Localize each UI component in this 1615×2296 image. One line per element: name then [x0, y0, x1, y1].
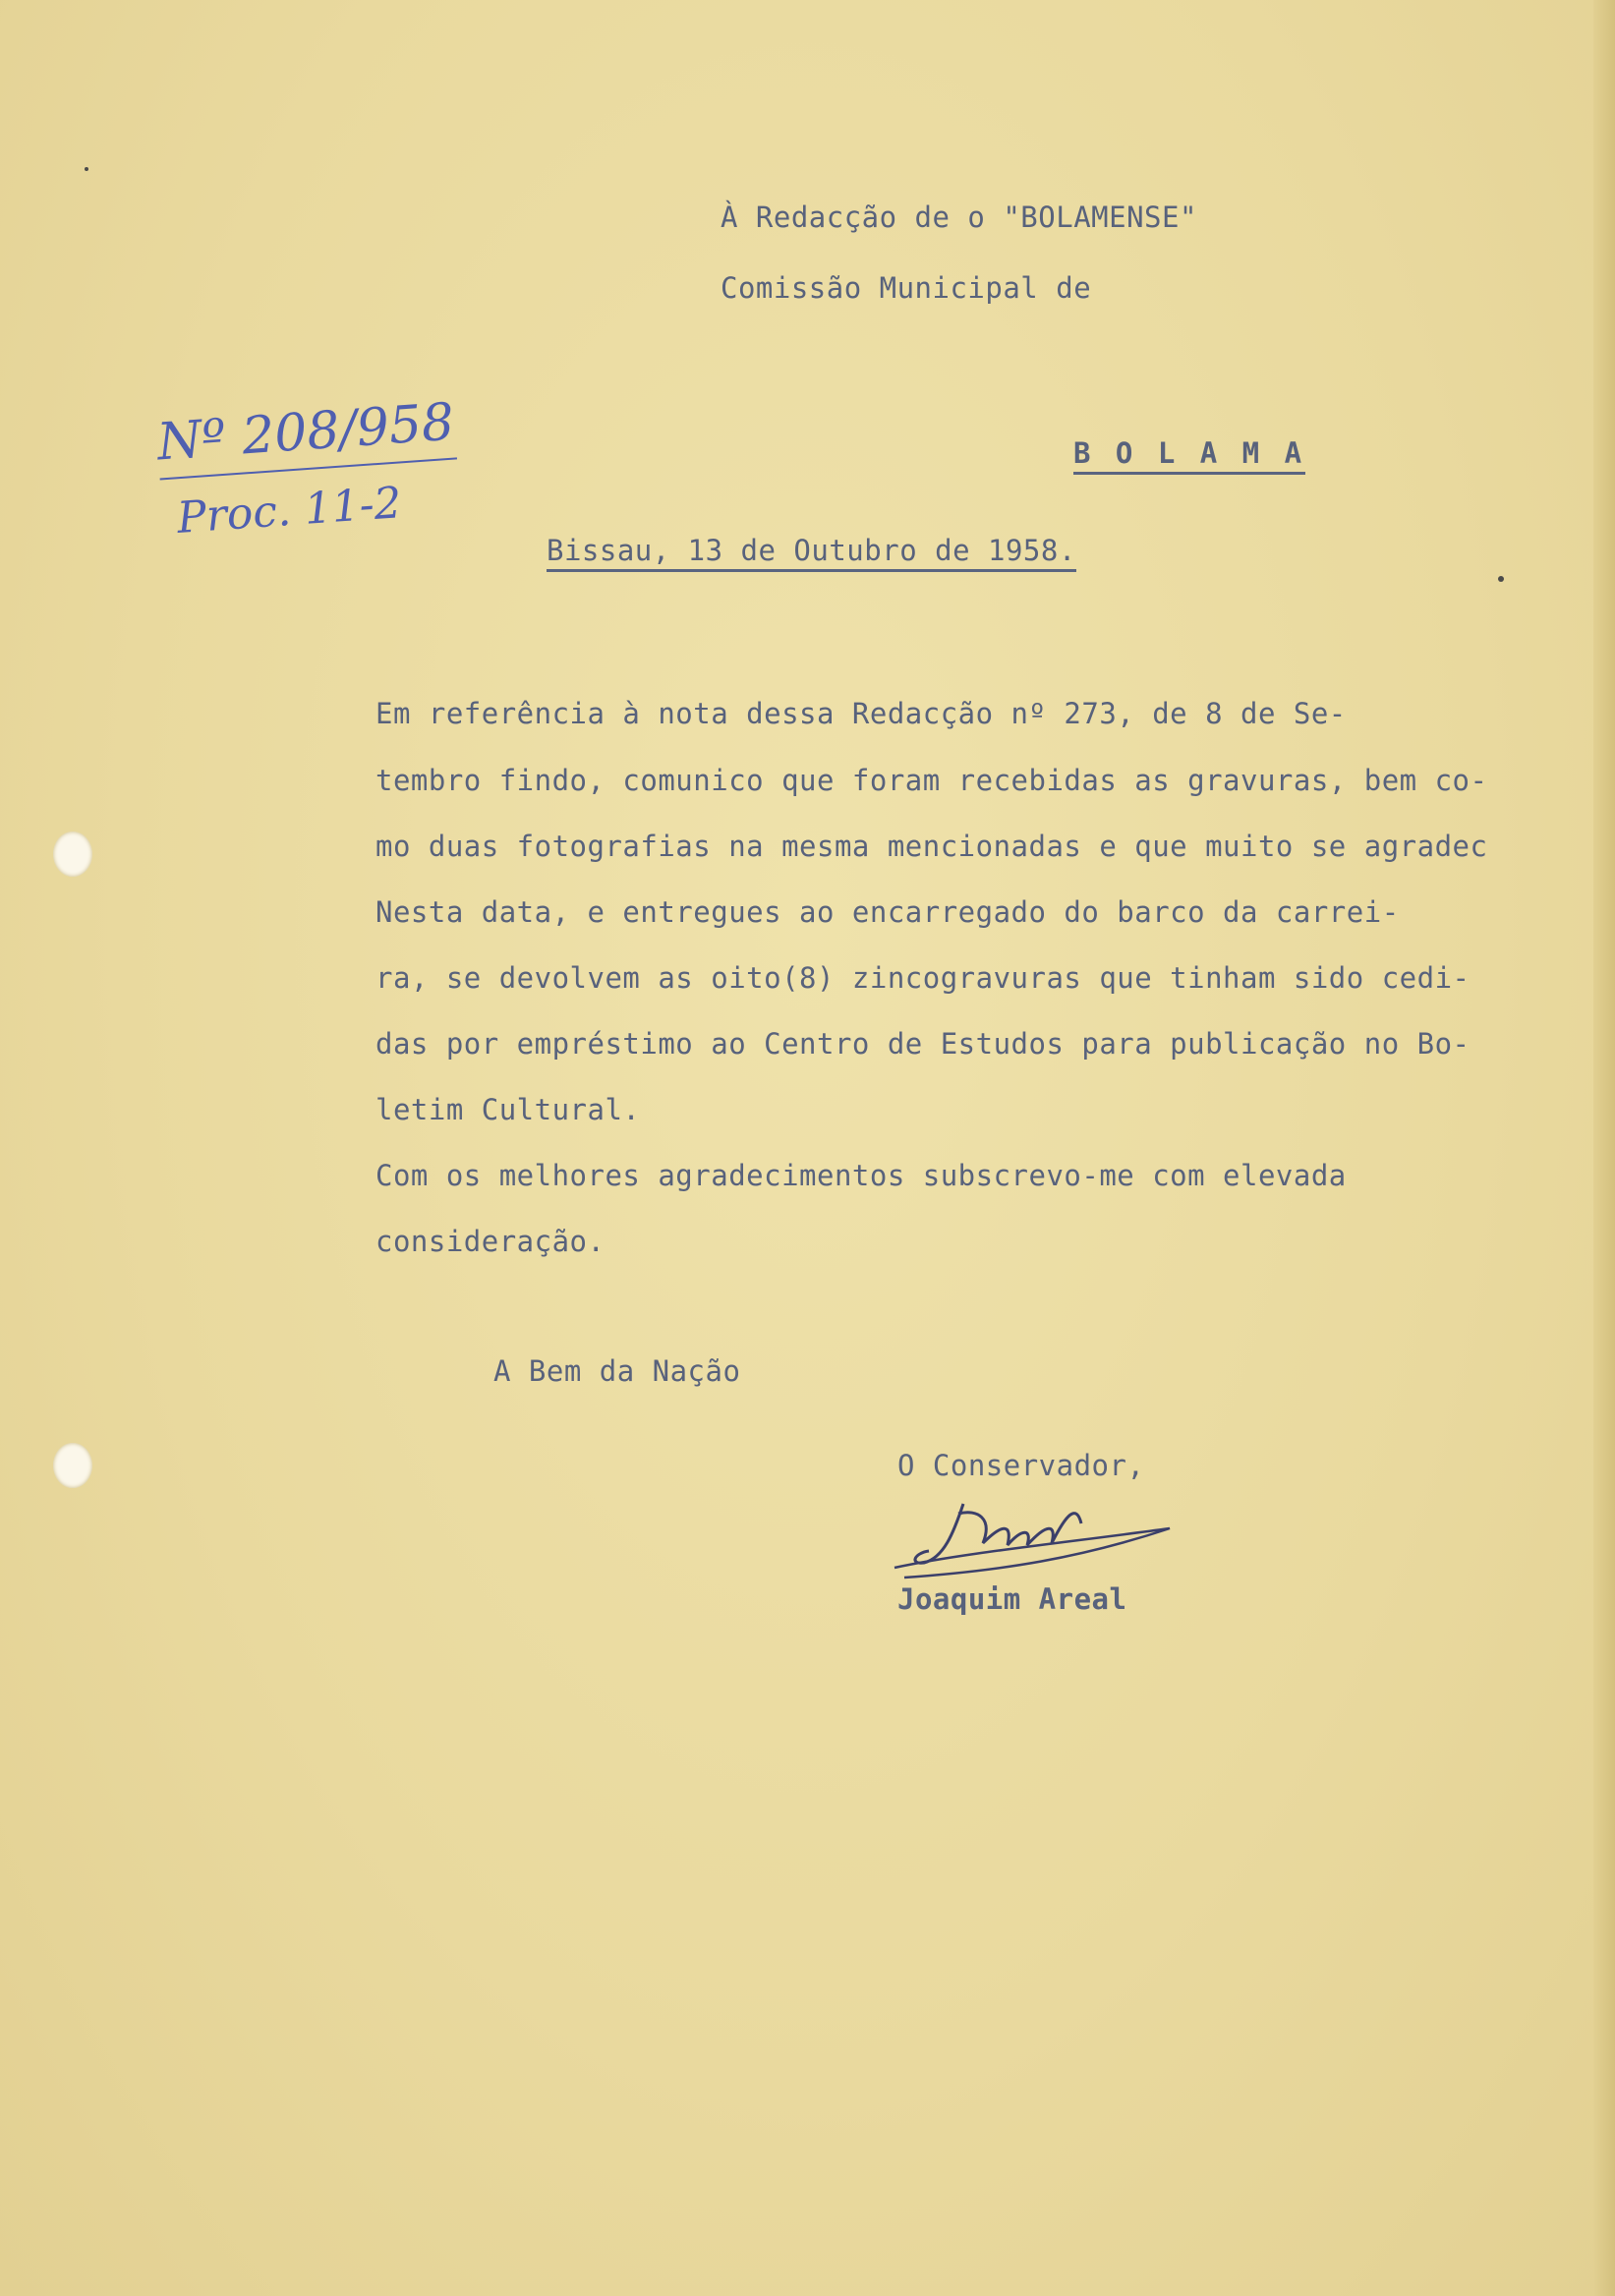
signatory-name: Joaquim Areal	[897, 1582, 1127, 1616]
body-line: Em referência à nota dessa Redacção nº 273, de 8 de Se-	[375, 697, 1347, 730]
paper-edge	[1593, 0, 1615, 2296]
punch-hole-top	[53, 832, 92, 877]
handwritten-reference-number: Nº 208/958	[155, 393, 457, 481]
body-line: consideração.	[375, 1225, 606, 1258]
addressee-line-2: Comissão Municipal de	[721, 271, 1092, 305]
body-line: mo duas fotografias na mesma mencionadas e que muito se agradec	[375, 830, 1488, 863]
body-line: letim Cultural.	[375, 1093, 641, 1126]
addressee-line-1: À Redacção de o "BOLAMENSE"	[721, 201, 1197, 234]
signatory-title: O Conservador,	[897, 1449, 1145, 1482]
body-line: tembro findo, comunico que foram recebidas as gravuras, bem co-	[375, 764, 1488, 797]
addressee-city: B O L A M A	[1073, 436, 1305, 475]
body-line: Com os melhores agradecimentos subscrevo-me com elevada	[375, 1159, 1347, 1192]
ink-speck	[1498, 576, 1504, 582]
handwritten-process-number: Proc. 11-2	[175, 478, 404, 544]
body-line: Nesta data, e entregues ao encarregado do barco da carrei-	[375, 895, 1400, 929]
handwritten-signature	[885, 1484, 1180, 1592]
body-line: ra, se devolvem as oito(8) zincogravuras que tinham sido cedi-	[375, 961, 1471, 995]
body-line: das por empréstimo ao Centro de Estudos para publicação no Bo-	[375, 1027, 1471, 1061]
closing-salutation: A Bem da Nação	[493, 1354, 741, 1388]
punch-hole-bottom	[53, 1443, 92, 1488]
ink-speck	[85, 167, 88, 171]
date-line: Bissau, 13 de Outubro de 1958.	[547, 534, 1076, 572]
